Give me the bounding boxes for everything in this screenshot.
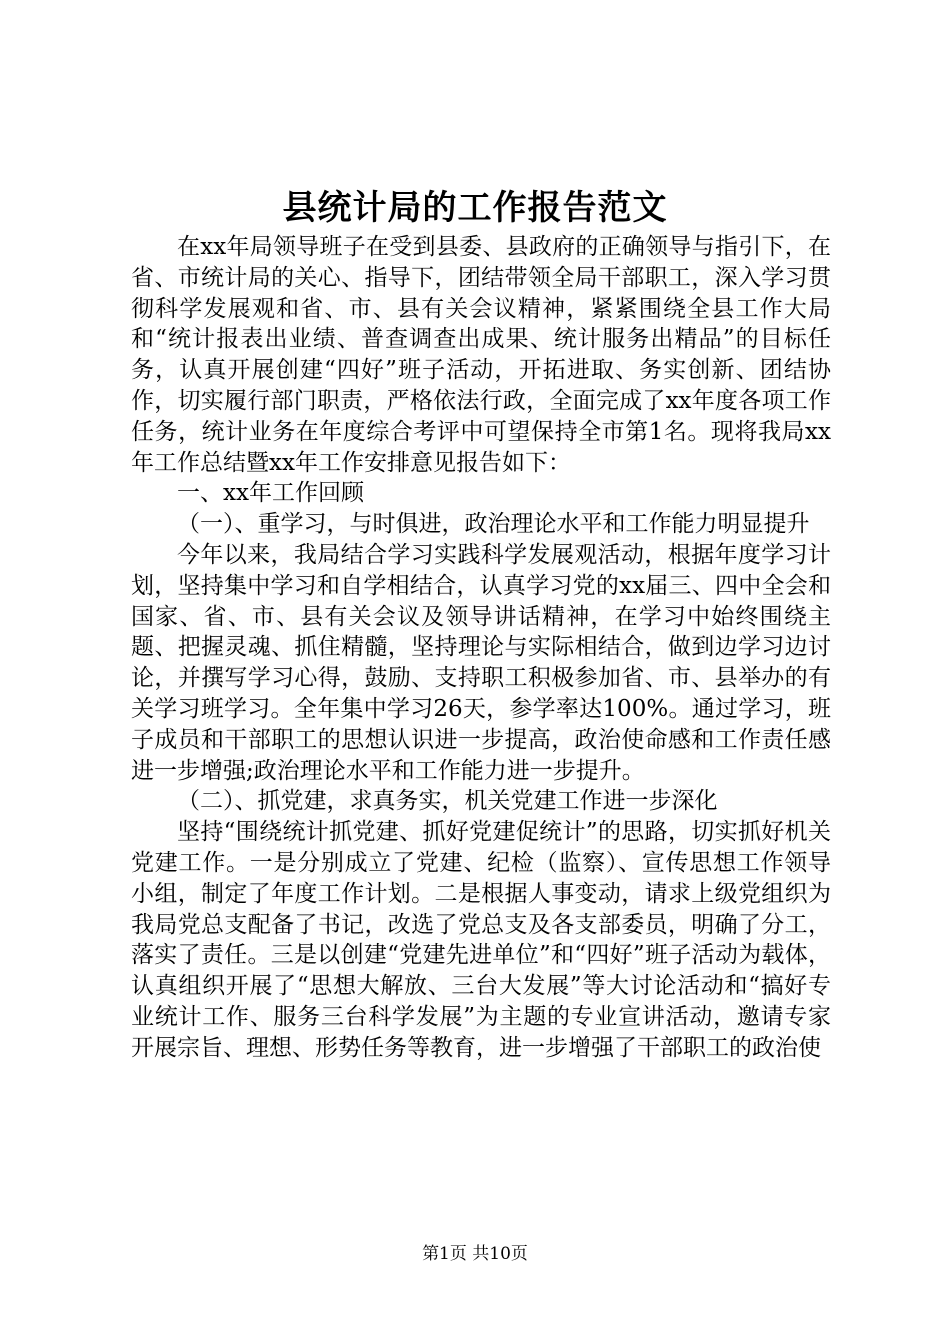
paragraph-study: 今年以来，我局结合学习实践科学发展观活动，根据年度学习计划，坚持集中学习和自学相结合，认真学习党的xx届三、四中全会和国家、省、市、县有关会议及领导讲话精神，在学习中始终围绕主题、把握灵魂、抓住精髓，坚持理论与实际相结合，做到边学习边讨论，并撰写学习心得，鼓励、支持职工积极参加省、市、县举办的有关学习班学习。全年集中学习26天，参学率达100%。通过学习，班子成员和干部职工的思想认识进一步提高，政治使命感和工作责任感进一步增强;政治理论水平和工作能力进一步提升。	[131, 541, 831, 784]
subsection-heading-party: （二）、抓党建，求真务实，机关党建工作进一步深化	[177, 788, 718, 815]
section-heading-review: 一、xx年工作回顾	[177, 480, 364, 507]
document-body	[131, 232, 831, 1064]
paragraph-intro: 在xx年局领导班子在受到县委、县政府的正确领导与指引下，在省、市统计局的关心、指导下，团结带领全局干部职工，深入学习贯彻科学发展观和省、市、县有关会议精神，紧紧围绕全县工作大局和“统计报表出业绩、普查调查出成果、统计服务出精品”的目标任务，认真开展创建“四好”班子活动，开拓进取、务实创新、团结协作，切实履行部门职责，严格依法行政，全面完成了xx年度各项工作任务，统计业务在年度综合考评中可望保持全市第1名。现将我局xx年工作总结暨xx年工作安排意见报告如下：	[131, 234, 831, 476]
document-title: 县统计局的工作报告范文	[282, 188, 668, 228]
page-number-footer: 第1页 共10页	[422, 1244, 528, 1264]
subsection-heading-study: （一）、重学习，与时俱进，政治理论水平和工作能力明显提升	[177, 511, 810, 538]
paragraph-party: 坚持“围绕统计抓党建、抓好党建促统计”的思路，切实抓好机关党建工作。一是分别成立了党建、纪检（监察）、宣传思想工作领导小组，制定了年度工作计划。二是根据人事变动，请求上级党组织为我局党总支配备了书记，改选了党总支及各支部委员，明确了分工，落实了责任。三是以创建“党建先进单位”和“四好”班子活动为载体，认真组织开展了“思想大解放、三台大发展”等大讨论活动和“搞好专业统计工作、服务三台科学发展”为主题的专业宣讲活动，邀请专家开展宗旨、理想、形势任务等教育，进一步增强了干部职工的政治使	[131, 819, 831, 1061]
